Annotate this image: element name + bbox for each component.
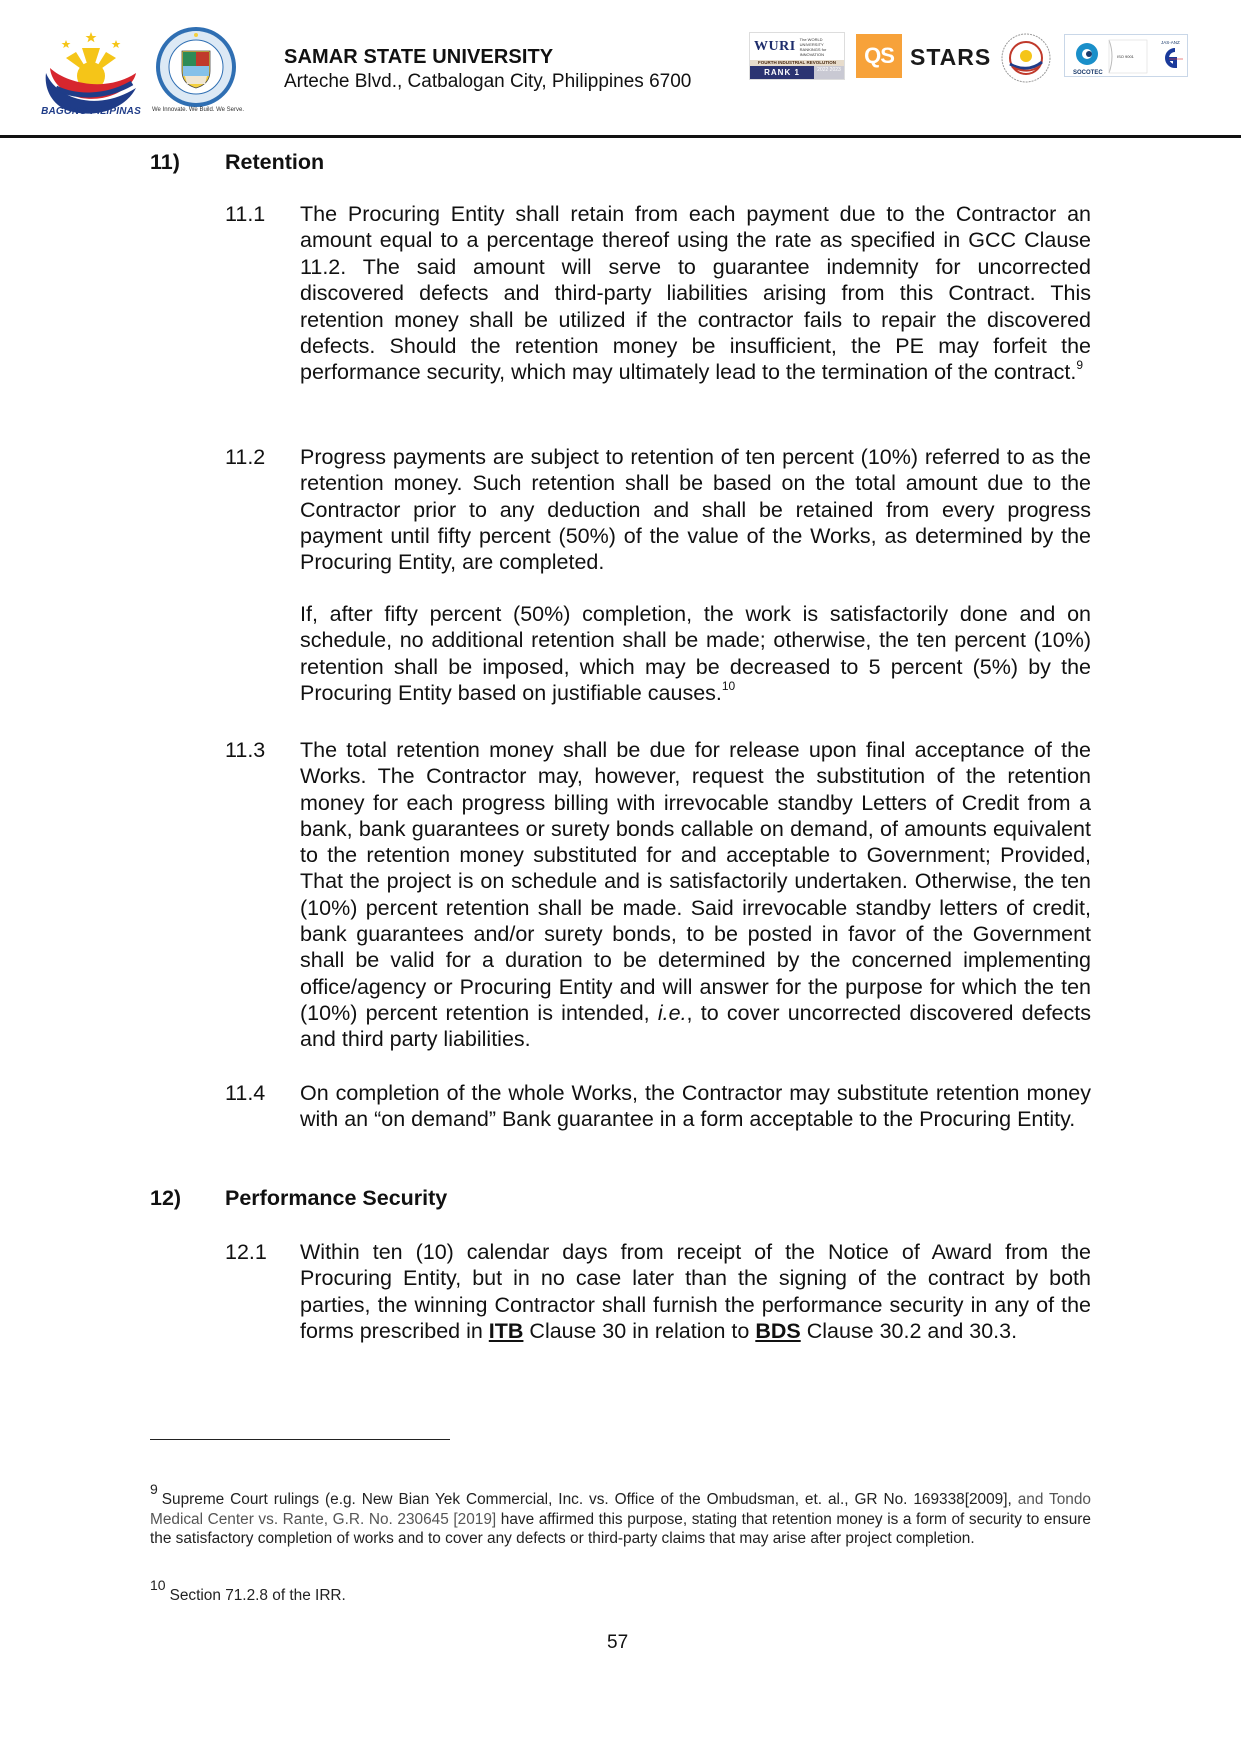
clause-text: If, after fifty percent (50%) completion, the work is satisfactorily done and on schedule, no additional retention shall be made; otherwise, the ten percent (10%) retention shall be imposed, which may be decreased to 5 percent (5%) by the Procuring Entity based on justifiable causes. [300, 602, 1091, 705]
footnote-text: Section 71.2.8 of the IRR. [169, 1587, 346, 1605]
clause-text: Clause 30 in relation to [523, 1318, 756, 1343]
university-seal-logo [155, 26, 237, 108]
header-divider [0, 135, 1241, 138]
wuri-years: 2022 2023 [814, 66, 844, 79]
section-title-performance-security: Performance Security [225, 1186, 448, 1210]
clause-number: 11.4 [225, 1081, 266, 1105]
footnote-text: have affirmed this purpose, stating that retention money is a form of security to ensure the satisfactory completion of works and to cover any defects or third-party claims that may arise after project completion. [150, 1510, 1091, 1548]
clause-11-2-continuation [300, 601, 1091, 706]
clause-11-1-text [300, 201, 1091, 386]
footnote-number: 9 [150, 1481, 158, 1497]
footnote-10 [150, 1577, 1091, 1606]
seal-tagline: We Innovate. We Build. We Serve. [151, 107, 245, 113]
page-number: 57 [607, 1632, 629, 1653]
section-number: 11) [150, 150, 180, 174]
section-title-retention: Retention [225, 150, 325, 174]
clause-11-4-text: On completion of the whole Works, the Contractor may substitute retention money with an “on demand” Bank guarantee in a form acceptable to the Procuring Entity. [300, 1081, 1091, 1132]
qs-logo: QS [856, 34, 902, 78]
clause-text: The Procuring Entity shall retain from each payment due to the Contractor an amount equal to a percentage thereof using the rate as specified in GCC Clause 11.2. The said amount will serve to guarantee indemnity for uncorrected discovered defects and third-party liabilities arising from this Contract. This retention money shall be utilized if the contractor fails to repair the discovered defects. Should the retention money be insufficient, the PE may forfeit the performance security, which may ultimately lead to the termination of the contract. [300, 202, 1091, 385]
university-name: SAMAR STATE UNIVERSITY [284, 46, 554, 68]
italic-abbrev: i.e. [657, 1000, 687, 1025]
iso-certification-badge [1064, 34, 1188, 77]
itb-reference[interactable]: ITB [488, 1318, 524, 1343]
socotec-name: SOCOTEC [1073, 70, 1103, 76]
wuri-band: FOURTH INDUSTRIAL REVOLUTION [750, 60, 844, 66]
footnote-number: 10 [150, 1577, 166, 1593]
footnote-9 [150, 1481, 1091, 1549]
section-number: 12) [150, 1186, 182, 1210]
clause-11-2-text: Progress payments are subject to retention of ten percent (10%) referred to as the retention money. Such retention shall be based on the total amount due to the Contractor prior to any deduction and shall be retained from every progress payment until fifty percent (50%) of the value of the Works, as determined by the Procuring Entity, are completed. [300, 445, 1091, 575]
wuri-rank: RANK 1 [750, 66, 814, 79]
wuri-subtitle: The WORLD UNIVERSITY RANKINGS for INNOVATION [799, 36, 827, 57]
footnote-separator [150, 1439, 450, 1440]
wuri-ranking-badge [749, 32, 845, 80]
university-address: Arteche Blvd., Catbalogan City, Philippines 6700 [284, 71, 692, 92]
clause-number: 11.3 [225, 738, 266, 762]
clause-text: Within ten (10) calendar days from receipt of the Notice of Award from the Procuring Entity, but in no case later than the signing of the contract by both parties, the winning Contractor shall furnish the performance security in any of the forms prescribed in [300, 1240, 1091, 1343]
page-header [0, 0, 1241, 138]
socotec-logo-icon [1076, 43, 1098, 65]
clause-number: 11.1 [225, 202, 266, 226]
bds-reference[interactable]: BDS [755, 1318, 801, 1343]
clause-text: , to cover uncorrected discovered defects and third party liabilities. [300, 1000, 1091, 1052]
clause-text: Clause 30.2 and 30.3. [800, 1318, 1018, 1343]
clause-text: The total retention money shall be due for release upon final acceptance of the Works. The Contractor may, however, request the substitution of the retention money for each progress billing with irrevocable standby Letters of Credit from a bank, bank guarantees or surety bonds callable on demand, of amounts equivalent to the retention money substituted for and acceptable to Government; Provided, That the project is on schedule and is satisfactorily undertaken. Otherwise, the ten (10%) percent retention shall be made. Said irrevocable standby letters of credit, bank guarantees and/or surety bonds, to be posted in favor of the Government shall be valid for a duration to be determined by the concerned implementing office/agency or Procuring Entity and will answer for the purpose for which the ten (10%) percent retention is intended, [300, 738, 1091, 1025]
qs-stars-label: STARS [910, 44, 992, 70]
footnote-ref[interactable]: 9 [1076, 358, 1084, 373]
jas-anz-logo-icon [1167, 50, 1183, 66]
clause-number: 11.2 [225, 445, 266, 469]
iso-standard: ISO 9001 [1117, 54, 1134, 59]
bagong-pilipinas-caption: BAGONG PILIPINAS [41, 106, 141, 117]
footnote-ref[interactable]: 10 [721, 678, 736, 693]
footnote-text: and Tondo Medical Center vs. Rante, G.R. No. 230645 [2019] [150, 1491, 1091, 1528]
clause-11-3-text [300, 737, 1091, 1053]
wuri-wordmark: WURI [754, 38, 796, 54]
clause-number: 12.1 [225, 1240, 267, 1264]
bagong-pilipinas-logo [36, 28, 146, 118]
round-seal-badge [1000, 32, 1052, 84]
clause-12-1-text [300, 1239, 1091, 1344]
footnote-text: Supreme Court rulings (e.g. New Bian Yek Commercial, Inc. vs. Office of the Ombudsman, et. al., GR No. 169338[2009], [161, 1491, 1012, 1509]
star-icon [62, 32, 121, 48]
jas-anz-label: JAS-ANZ [1161, 40, 1180, 45]
